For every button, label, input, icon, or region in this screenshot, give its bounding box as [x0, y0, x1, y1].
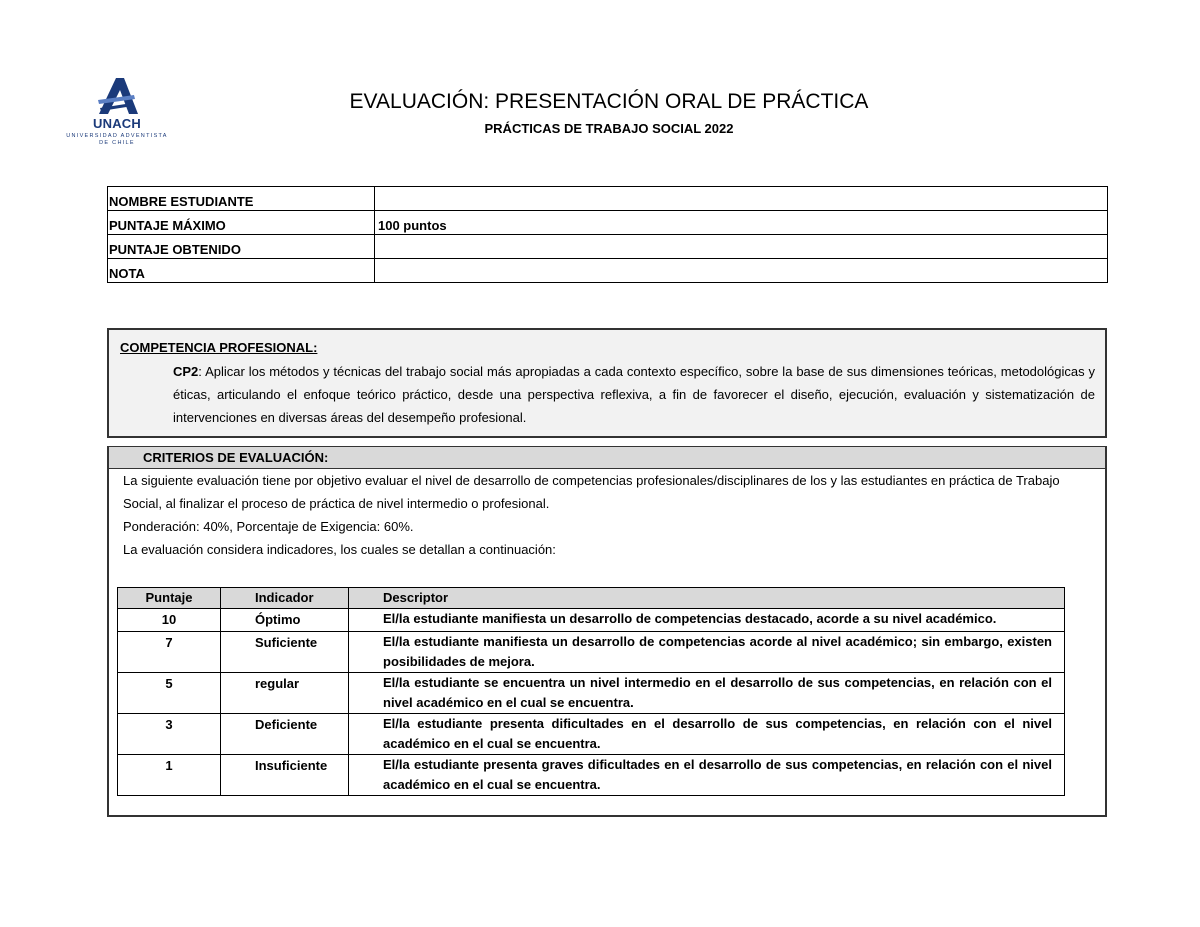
- criterios-paragraph: Ponderación: 40%, Porcentaje de Exigencia: 60%.: [123, 519, 414, 534]
- logo-tagline: UNIVERSIDAD ADVENTISTA DE CHILE: [66, 133, 168, 146]
- obtained-score-field[interactable]: [375, 235, 1108, 259]
- competencia-heading: COMPETENCIA PROFESIONAL:: [120, 340, 318, 355]
- competencia-code: CP2: [173, 364, 199, 379]
- page-title: EVALUACIÓN: PRESENTACIÓN ORAL DE PRÁCTICA: [349, 90, 869, 113]
- descriptor-cell: El/la estudiante manifiesta un desarrollo de competencias destacado, acorde a su nivel académico.: [349, 609, 1065, 632]
- puntaje-cell: 3: [118, 714, 221, 755]
- info-row: [108, 235, 1108, 259]
- col-header-indicador: Indicador: [221, 588, 349, 609]
- puntaje-cell: 1: [118, 755, 221, 796]
- indicador-cell: Suficiente: [221, 632, 349, 673]
- competencia-text: [173, 360, 1095, 429]
- table-row: [118, 755, 1065, 796]
- unach-logo: [62, 78, 172, 150]
- indicador-cell: Insuficiente: [221, 755, 349, 796]
- criterios-heading: CRITERIOS DE EVALUACIÓN:: [143, 450, 329, 465]
- descriptor-cell: El/la estudiante presenta dificultades en el desarrollo de sus competencias, en relación con el nivel académico en el cual se encuentra.: [349, 714, 1065, 755]
- grade-field[interactable]: [375, 259, 1108, 283]
- student-info-table: [107, 186, 1108, 283]
- puntaje-cell: 5: [118, 673, 221, 714]
- info-row: [108, 187, 1108, 211]
- table-row: [118, 609, 1065, 632]
- indicador-cell: Óptimo: [221, 609, 349, 632]
- max-score-value: 100 puntos: [375, 211, 1108, 235]
- info-row: [108, 211, 1108, 235]
- table-row: [118, 673, 1065, 714]
- info-row: [108, 259, 1108, 283]
- criterios-paragraph: La evaluación considera indicadores, los cuales se detallan a continuación:: [123, 542, 556, 557]
- competencia-box: [107, 328, 1107, 438]
- competencia-description: : Aplicar los métodos y técnicas del trabajo social más apropiadas a cada contexto específico, sobre la base de sus dimensiones teóricas, metodológicas y éticas, articulando el enfoque teórico práctico, desde una perspectiva reflexiva, a fin de favorecer el diseño, ejecución, evaluación y sistematización de intervenciones en diversas áreas del desempeño profesional.: [173, 364, 1095, 425]
- table-row: [118, 632, 1065, 673]
- descriptor-cell: El/la estudiante manifiesta un desarrollo de competencias acorde al nivel académico; sin embargo, existen posibilidades de mejora.: [349, 632, 1065, 673]
- puntaje-cell: 10: [118, 609, 221, 632]
- criterios-header: [109, 447, 1105, 469]
- page-subtitle: PRÁCTICAS DE TRABAJO SOCIAL 2022: [484, 121, 734, 136]
- indicador-cell: regular: [221, 673, 349, 714]
- info-label: PUNTAJE OBTENIDO: [108, 235, 375, 259]
- info-label: PUNTAJE MÁXIMO: [108, 211, 375, 235]
- criterios-box: [107, 446, 1107, 817]
- indicator-header-row: [118, 588, 1065, 609]
- indicator-table: [117, 587, 1065, 796]
- descriptor-cell: El/la estudiante presenta graves dificultades en el desarrollo de sus competencias, en relación con el nivel académico en el cual se encuentra.: [349, 755, 1065, 796]
- indicador-cell: Deficiente: [221, 714, 349, 755]
- info-label: NOTA: [108, 259, 375, 283]
- logo-brand-text: UNACH: [93, 116, 141, 131]
- col-header-puntaje: Puntaje: [118, 588, 221, 609]
- puntaje-cell: 7: [118, 632, 221, 673]
- criterios-text: [123, 469, 1099, 561]
- info-label: NOMBRE ESTUDIANTE: [108, 187, 375, 211]
- descriptor-cell: El/la estudiante se encuentra un nivel intermedio en el desarrollo de sus competencias, en relación con el nivel académico en el cual se encuentra.: [349, 673, 1065, 714]
- criterios-paragraph: La siguiente evaluación tiene por objetivo evaluar el nivel de desarrollo de competencias profesionales/disciplinares de los y las estudiantes en práctica de Trabajo Social, al finalizar el proceso de práctica de nivel intermedio o profesional.: [123, 473, 1060, 511]
- table-row: [118, 714, 1065, 755]
- col-header-descriptor: Descriptor: [349, 588, 1065, 609]
- student-name-field[interactable]: [375, 187, 1108, 211]
